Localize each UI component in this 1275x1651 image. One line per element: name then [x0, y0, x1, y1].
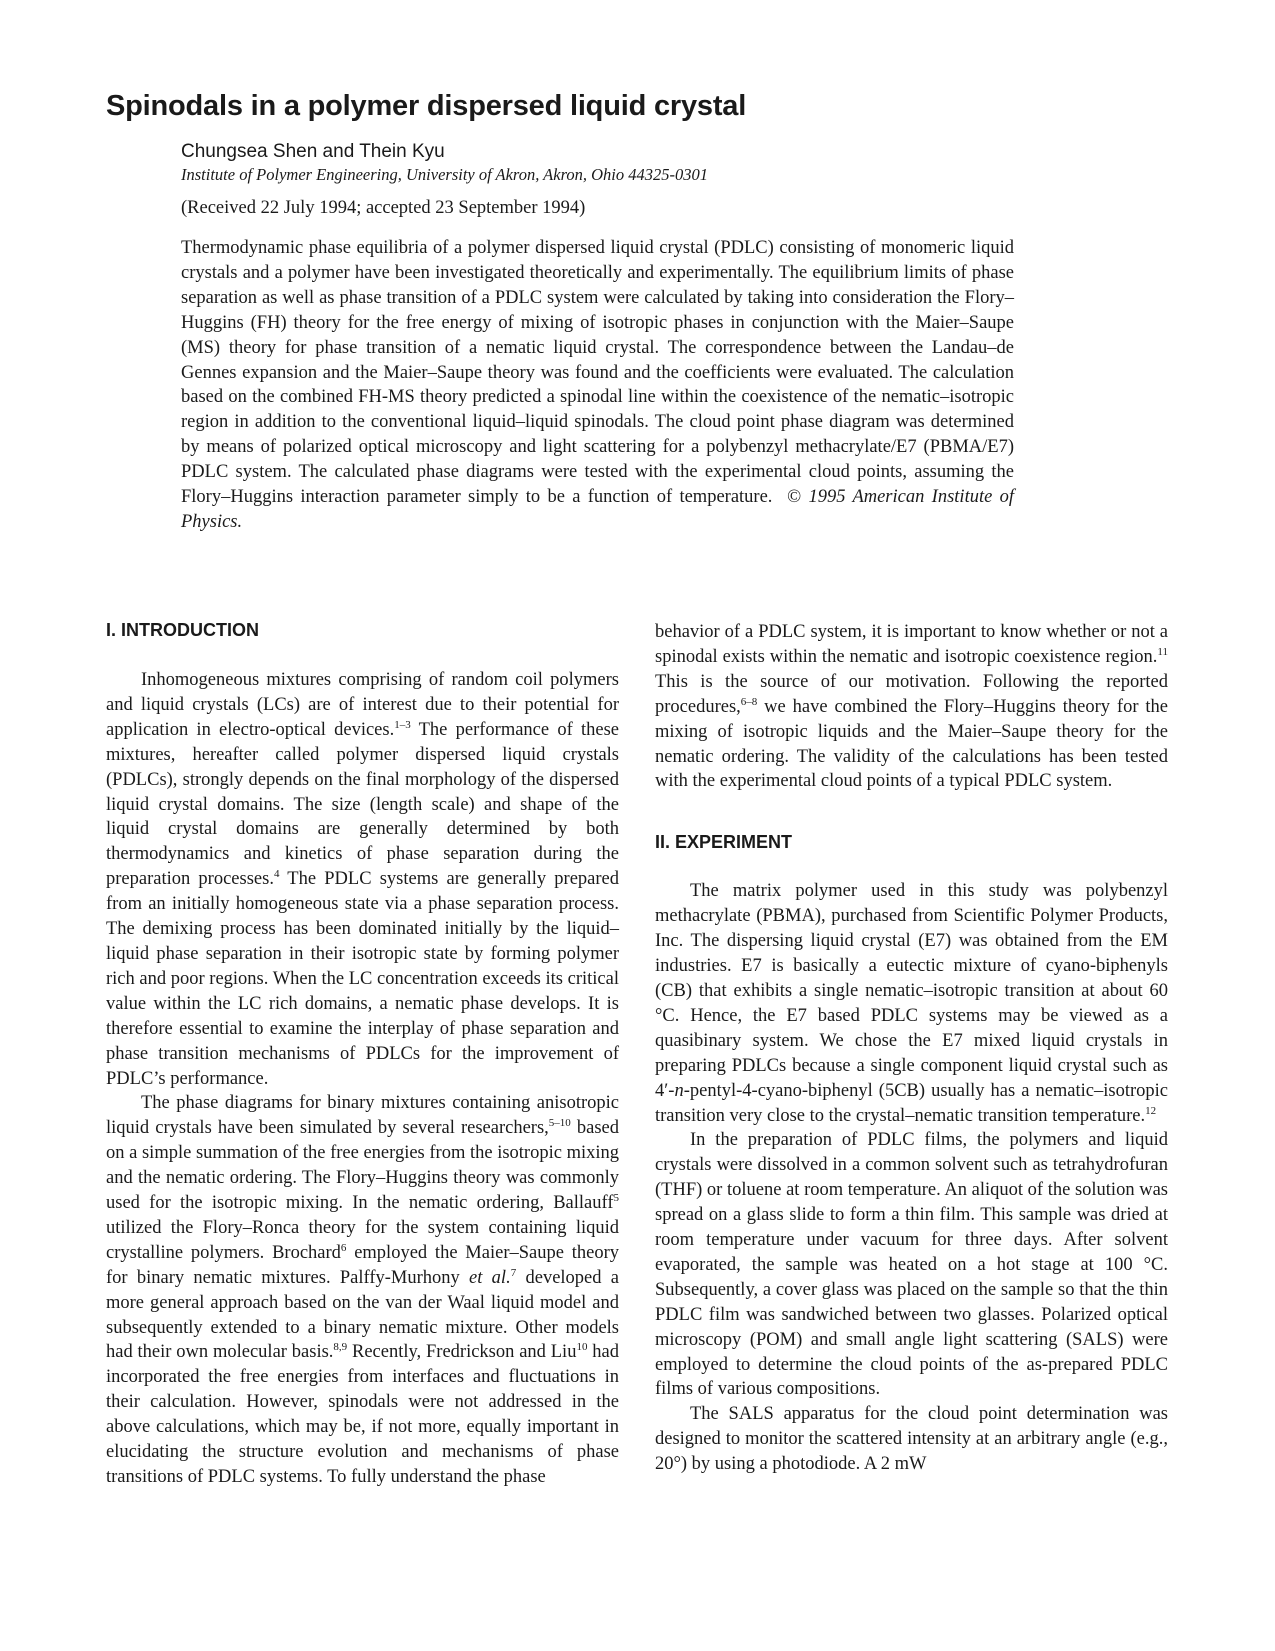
text-run: The performance of these mixtures, hereafter called polymer dispersed liquid crystals (PDLCs), strongly depends on the final morphology of the dispersed liquid crystal domains. The size (length scale) and shape of the liquid crystal domains are generally determined by both thermodynamics and kinetics of phase separation during the preparation processes. [106, 719, 619, 890]
section-heading-introduction: I. INTRODUCTION [106, 620, 259, 640]
text-run: we have combined the Flory–Huggins theory for the mixing of isotropic liquids and the Maier–Saupe theory for the nematic ordering. The validity of the calculations has been tested with the experimental cloud points of a typical PDLC system. [655, 696, 1168, 792]
section-heading-experiment: II. EXPERIMENT [655, 832, 793, 853]
affiliation: Institute of Polymer Engineering, University of Akron, Akron, Ohio 44325-0301 [181, 165, 709, 184]
intro-paragraph-1 [106, 668, 619, 1091]
text-run: The phase diagrams for binary mixtures containing anisotropic liquid crystals have been simulated by several researchers, [106, 1093, 619, 1139]
et-al: et al. [469, 1267, 511, 1288]
paper-title: Spinodals in a polymer dispersed liquid crystal [106, 90, 747, 122]
citation: 7 [510, 1266, 517, 1279]
citation: 5 [613, 1192, 619, 1205]
citation: 6 [340, 1241, 347, 1254]
text-run: had incorporated the free energies from interfaces and fluctuations in their calculation. However, spinodals were not addressed in the above calculations, which may be, if not more, equally important in elucidating the structure evolution and mechanisms of phase transitions of PDLC systems. To fully understand the phase [106, 1342, 619, 1487]
experiment-paragraph-3: The SALS apparatus for the cloud point determination was designed to monitor the scattered intensity at an arbitrary angle (e.g., 20°) by using a photodiode. A 2 mW [655, 1404, 1168, 1475]
text-run: The PDLC systems are generally prepared from an initially homogeneous state via a phase separation process. The demixing process has been dominated initially by the liquid–liquid phase separation in their isotropic state by forming polymer rich and poor regions. When the LC concentration exceeds its critical value within the LC rich domains, a nematic phase develops. It is therefore essential to examine the interplay of phase separation and phase transition mechanisms of PDLCs for the improvement of PDLC’s performance. [106, 869, 619, 1089]
text-run: based on a simple summation of the free energies from the isotropic mixing and the nematic ordering. The Flory–Huggins theory was commonly used for the isotropic mixing. In the nematic ordering, Ballauff [106, 1118, 620, 1214]
citation: 11 [1157, 645, 1168, 658]
intro-paragraph-continued [655, 620, 1168, 794]
authors: Chungsea Shen and Thein Kyu [181, 141, 445, 162]
text-run: The matrix polymer used in this study was polybenzyl methacrylate (PBMA), purchased from Scientific Polymer Products, Inc. The dispersing liquid crystal (E7) was obtained from the EM industries. E7 is basically a eutectic mixture of cyano-biphenyls (CB) that exhibits a single nematic–isotropic transition at about 60 °C. Hence, the E7 based PDLC systems may be viewed as a quasibinary system. We chose the E7 mixed liquid crystals in preparing PDLCs because a single component liquid crystal such as 4′- [655, 881, 1168, 1101]
italic-n: n [674, 1080, 684, 1101]
received-dates: (Received 22 July 1994; accepted 23 September 1994) [181, 198, 586, 218]
left-column [106, 618, 619, 1490]
citation: 10 [576, 1341, 588, 1354]
text-run: This is the source of our motivation. Following the reported procedures, [655, 671, 1168, 717]
citation: 8,9 [333, 1341, 348, 1354]
text-run: utilized the Flory–Ronca theory for the system containing liquid crystalline polymers. Brochard [106, 1217, 619, 1263]
text-run: employed the Maier–Saupe theory for binary nematic mixtures. Palffy-Murhony [106, 1242, 619, 1288]
citation: 4 [273, 868, 280, 881]
citation: 1–3 [394, 718, 411, 731]
abstract-text: Thermodynamic phase equilibria of a polymer dispersed liquid crystal (PDLC) consisting of monomeric liquid crystals and a polymer have been investigated theoretically and experimentally. The equilibrium limits of phase separation as well as phase transition of a PDLC system were calculated by taking into consideration the Flory–Huggins (FH) theory for the free energy of mixing of isotropic phases in conjunction with the Maier–Saupe (MS) theory for phase transition of a nematic liquid crystal. The correspondence between the Landau–de Gennes expansion and the Maier–Saupe theory was found and the coefficients were evaluated. The calculation based on the combined FH-MS theory predicted a spinodal line within the coexistence of the nematic–isotropic region in addition to the conventional liquid–liquid spinodals. The cloud point phase diagram was determined by means of polarized optical microscopy and light scattering for a polybenzyl methacrylate/E7 (PBMA/E7) PDLC system. The calculated phase diagrams were tested with the experimental cloud points, assuming the Flory–Huggins interaction parameter simply to be a function of temperature. [181, 238, 1014, 508]
intro-paragraph-2 [106, 1091, 619, 1490]
citation: 6–8 [740, 695, 758, 708]
text-run: behavior of a PDLC system, it is important to know whether or not a spinodal exists within the nematic and isotropic coexistence region. [655, 622, 1168, 667]
experiment-paragraph-1 [655, 879, 1168, 1128]
right-column [655, 620, 1168, 1477]
text-run: -pentyl-4-cyano-biphenyl (5CB) usually has a nematic–isotropic transition very close to the crystal–nematic transition temperature. [655, 1080, 1168, 1126]
text-run: Recently, Fredrickson and Liu [347, 1342, 577, 1363]
citation: 5–10 [548, 1117, 571, 1130]
text-run: Inhomogeneous mixtures comprising of random coil polymers and liquid crystals (LCs) are of interest due to their potential for application in electro-optical devices. [106, 670, 619, 740]
abstract [181, 236, 1014, 535]
copyright-symbol: © [787, 487, 802, 508]
citation: 12 [1145, 1104, 1157, 1117]
copyright-notice: 1995 American Institute of Physics. [181, 487, 1015, 532]
experiment-paragraph-2: In the preparation of PDLC films, the polymers and liquid crystals were dissolved in a common solvent such as tetrahydrofuran (THF) or toluene at room temperature. An aliquot of the solution was spread on a glass slide to form a thin film. This sample was dried at room temperature under vacuum for three days. After solvent evaporated, the sample was heated on a hot stage at 100 °C. Subsequently, a cover glass was placed on the sample so that the thin PDLC film was sandwiched between two glasses. Polarized optical microscopy (POM) and small angle light scattering (SALS) were employed to determine the cloud points of the as-prepared PDLC films of various compositions. [655, 1130, 1168, 1400]
text-run: developed a more general approach based on the van der Waal liquid model and subsequently extended to a binary nematic mixture. Other models had their own molecular basis. [106, 1267, 619, 1363]
